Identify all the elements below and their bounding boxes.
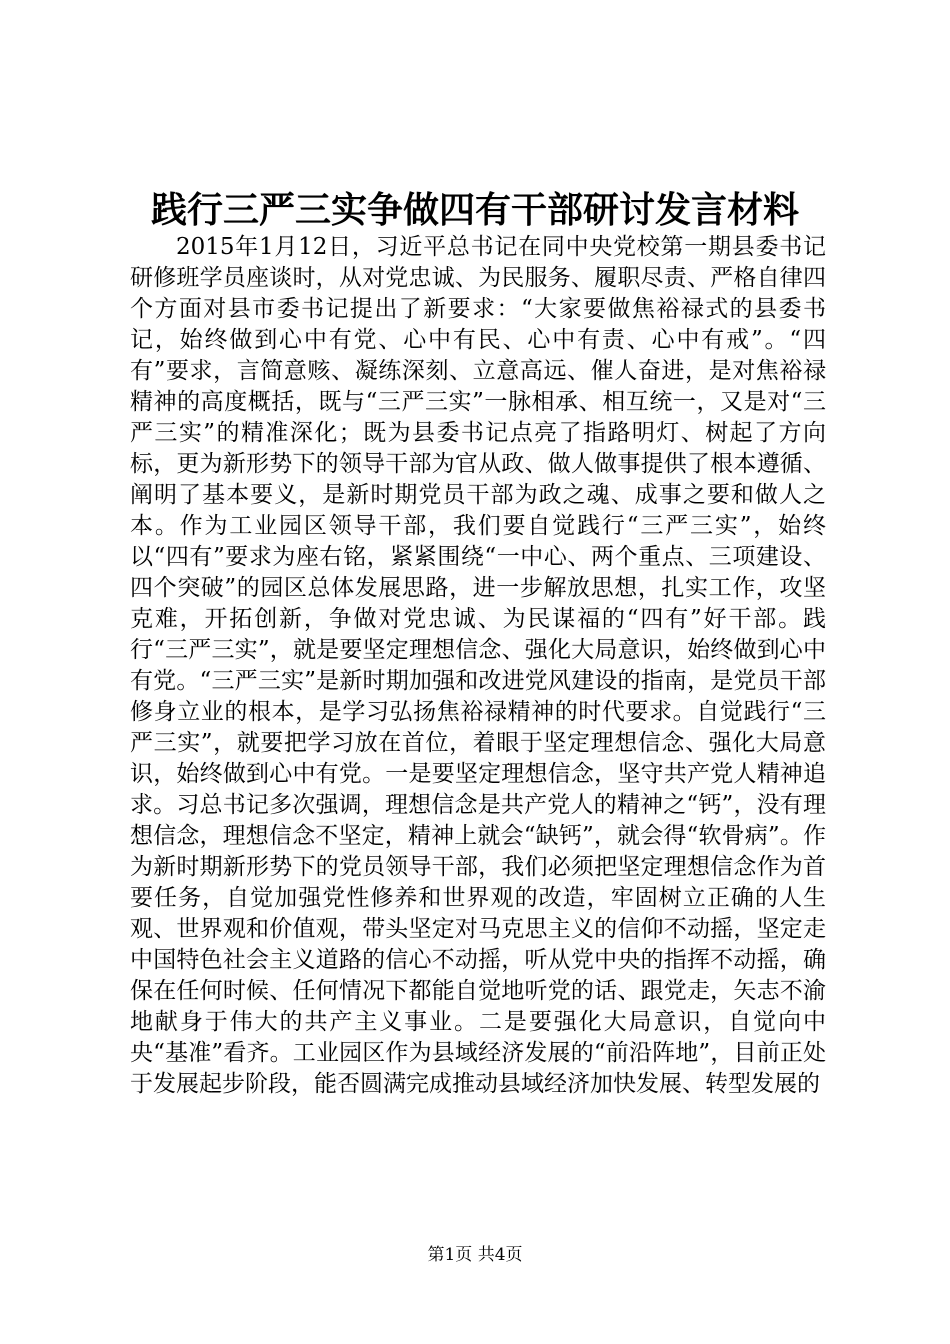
page-number-footer: 第1页 共4页 bbox=[427, 1245, 523, 1265]
document-title: 践行三严三实争做四有干部研讨发言材料 bbox=[150, 189, 799, 231]
document-body-paragraph: 2015年1月12日，习近平总书记在同中央党校第一期县委书记研修班学员座谈时，从对党忠诚、为民服务、履职尽责、严格自律四个方面对县市委书记提出了新要求：“大家要做焦裕禄式的县委书记，始终做到心中有党、心中有民、心中有责、心中有戒”。“四有”要求，言简意赅、凝练深刻、立意高远、催人奋进，是对焦裕禄精神的高度概括，既与“三严三实”一脉相承、相互统一，又是对“三严三实”的精准深化；既为县委书记点亮了指路明灯、树起了方向标，更为新形势下的领导干部为官从政、做人做事提供了根本遵循、阐明了基本要义，是新时期党员干部为政之魂、成事之要和做人之本。作为工业园区领导干部，我们要自觉践行“三严三实”，始终以“四有”要求为座右铭，紧紧围绕“一中心、两个重点、三项建设、四个突破”的园区总体发展思路，进一步解放思想，扎实工作，攻坚克难，开拓创新，争做对党忠诚、为民谋福的“四有”好干部。践行“三严三实”，就是要坚定理想信念、强化大局意识，始终做到心中有党。“三严三实”是新时期加强和改进党风建设的指南，是党员干部修身立业的根本，是学习弘扬焦裕禄精神的时代要求。自觉践行“三严三实”，就要把学习放在首位，着眼于坚定理想信念、强化大局意识，始终做到心中有党。一是要坚定理想信念，坚守共产党人精神追求。习总书记多次强调，理想信念是共产党人的精神之“钙”，没有理想信念，理想信念不坚定，精神上就会“缺钙”，就会得“软骨病”。作为新时期新形势下的党员领导干部，我们必须把坚定理想信念作为首要任务，自觉加强党性修养和世界观的改造，牢固树立正确的人生观、世界观和价值观，带头坚定对马克思主义的信仰不动摇，坚定走中国特色社会主义道路的信心不动摇，听从党中央的指挥不动摇，确保在任何时候、任何情况下都能自觉地听党的话、跟党走，矢志不渝地献身于伟大的共产主义事业。二是要强化大局意识，自觉向中央“基准”看齐。工业园区作为县域经济发展的“前沿阵地”，目前正处于发展起步阶段，能否圆满完成推动县域经济加快发展、转型发展的 bbox=[130, 234, 826, 1097]
